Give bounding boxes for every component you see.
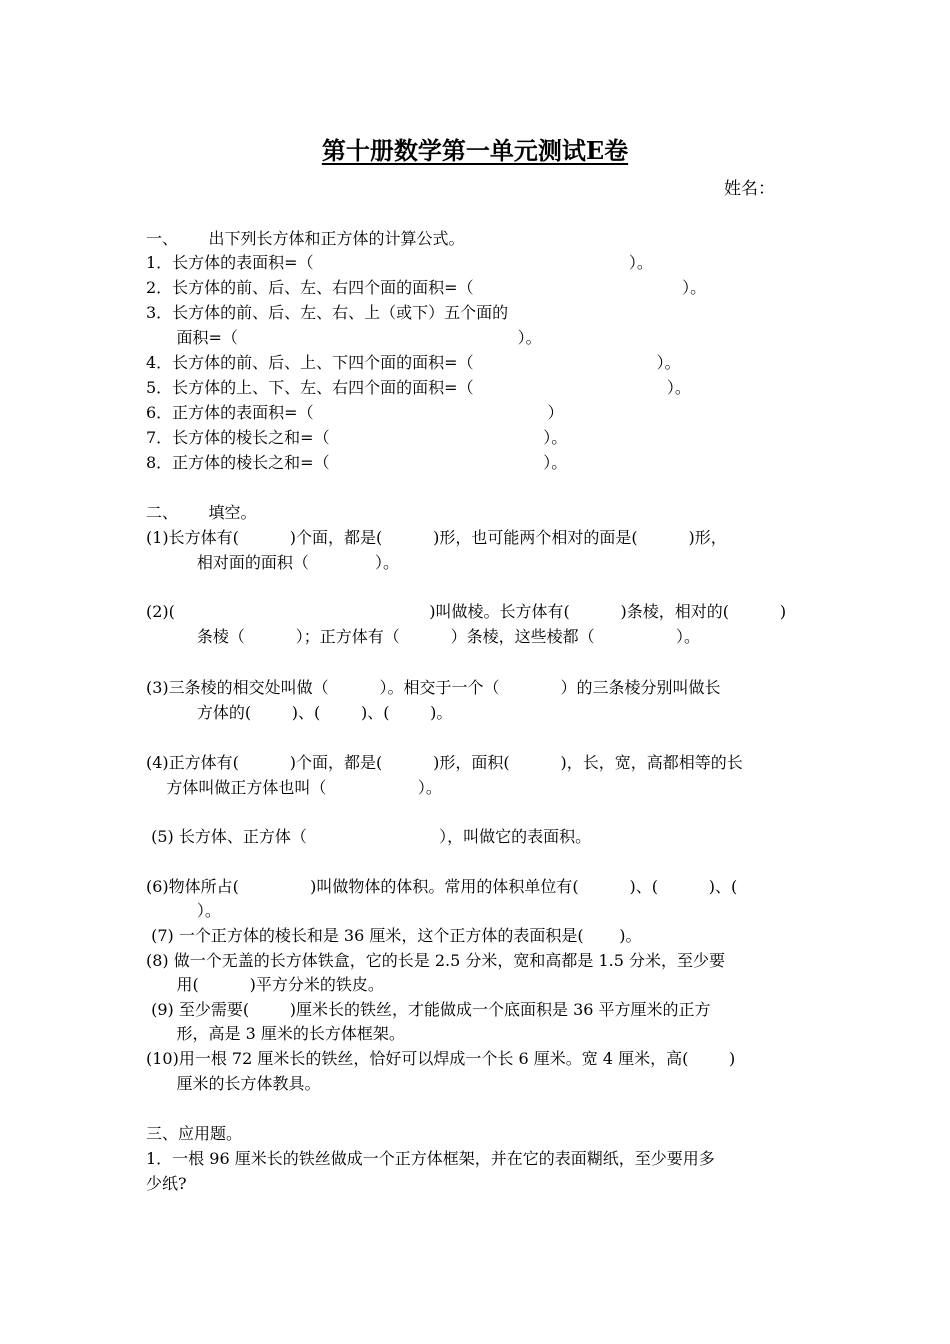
s2-line: (2)( )叫做棱。长方体有( )条棱，相对的( ) <box>146 602 787 621</box>
s2-line: 用( )平方分米的铁皮。 <box>146 975 384 994</box>
s2-line: (10)用一根 72 厘米长的铁丝，恰好可以焊成一个长 6 厘米。宽 4 厘米，高( ) <box>146 1049 736 1068</box>
s1-line: 7．长方体的棱长之和=（ ）。 <box>146 428 568 447</box>
name-label: 姓名： <box>724 179 775 199</box>
s2-line: 条棱（ ）；正方体有（ ）条棱，这些棱都（ ）。 <box>146 627 700 646</box>
s2-line: (6)物体所占( )叫做物体的体积。常用的体积单位有( )、( )、( <box>146 877 738 896</box>
page-title: 第十册数学第一单元测试E卷 <box>321 136 629 165</box>
s1-line: 8．正方体的棱长之和=（ ）。 <box>146 453 568 472</box>
s2-line: (1)长方体有( )个面，都是( )形，也可能两个相对的面是( )形， <box>146 528 727 547</box>
s1-line: 5．长方体的上、下、左、右四个面的面积=（ ）。 <box>146 378 691 397</box>
s2-line: (8) 做一个无盖的长方体铁盒，它的长是 2.5 分米，宽和高都是 1.5 分米，至少要 <box>146 951 725 970</box>
s2-line: 相对面的面积（ ）。 <box>146 553 399 572</box>
s2-line: 方体叫做正方体也叫（ ）。 <box>146 778 442 797</box>
s2-line: ）。 <box>146 901 221 920</box>
s1-line: 4．长方体的前、后、上、下四个面的面积=（ ）。 <box>146 353 681 372</box>
s1-line: 1．长方体的表面积=（ ）。 <box>146 253 653 272</box>
s3-line: 少纸? <box>146 1174 187 1193</box>
s2-line: 方体的( )、( )、( )。 <box>146 703 453 722</box>
section-3-heading: 三、应用题。 <box>146 1124 243 1143</box>
s1-line: 面积=（ ）。 <box>146 328 542 347</box>
s2-line: (5) 长方体、正方体（ ），叫做它的表面积。 <box>146 827 592 846</box>
s2-line: (3)三条棱的相交处叫做（ ）。相交于一个（ ）的三条棱分别叫做长 <box>146 678 721 697</box>
s2-line: 厘米的长方体教具。 <box>146 1074 321 1093</box>
section-2-heading: 二、 填空。 <box>146 503 257 522</box>
s2-line: (4)正方体有( )个面，都是( )形，面积( )，长，宽，高都相等的长 <box>146 753 743 772</box>
s1-line: 3．长方体的前、后、左、右、上（或下）五个面的 <box>146 303 509 322</box>
s2-line: 形，高是 3 厘米的长方体框架。 <box>146 1024 405 1043</box>
s2-line: (9) 至少需要( )厘米长的铁丝，才能做成一个底面积是 36 平方厘米的正方 <box>146 1000 711 1019</box>
s2-line: (7) 一个正方体的棱长和是 36 厘米，这个正方体的表面积是( )。 <box>146 926 642 945</box>
section-1-heading: 一、 出下列长方体和正方体的计算公式。 <box>146 229 465 248</box>
s1-line: 6．正方体的表面积=（ ） <box>146 403 564 422</box>
s1-line: 2．长方体的前、后、左、右四个面的面积=（ ）。 <box>146 278 707 297</box>
s3-line: 1．一根 96 厘米长的铁丝做成一个正方体框架，并在它的表面糊纸，至少要用多 <box>146 1149 715 1168</box>
